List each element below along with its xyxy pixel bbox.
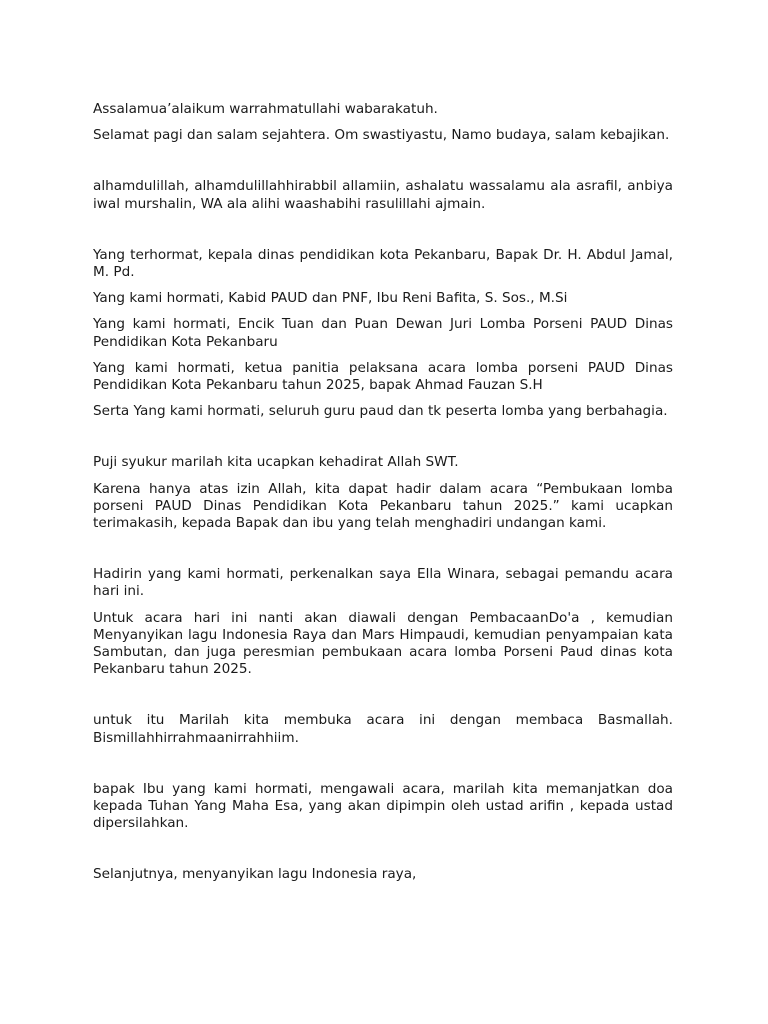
paragraph-honorific-committee: Yang kami hormati, ketua panitia pelaksana acara lomba porseni PAUD Dinas Pendidikan Kota Pekanbaru tahun 2025, bapak Ahmad Fauzan S.H bbox=[93, 359, 673, 394]
document-body bbox=[93, 101, 673, 893]
paragraph-gratitude: Puji syukur marilah kita ucapkan kehadirat Allah SWT. bbox=[93, 454, 459, 471]
paragraph-prayer: bapak Ibu yang kami hormati, mengawali acara, marilah kita memanjatkan doa kepada Tuhan Yang Maha Esa, yang akan dipimpin oleh ustad arifin , kepada ustad dipersilahkan. bbox=[93, 780, 673, 832]
paragraph-opening-prayer: alhamdulillah, alhamdulillahhirabbil allamiin, ashalatu wassalamu ala asrafil, anbiya iwal murshalin, WA ala alihi waashabihi rasulillahi ajmain. bbox=[93, 178, 673, 212]
paragraph-basmallah: untuk itu Marilah kita membuka acara ini dengan membaca Basmallah. Bismillahhirrahmaanirrahhiim. bbox=[93, 712, 673, 746]
paragraph-honorific-head: Yang terhormat, kepala dinas pendidikan kota Pekanbaru, Bapak Dr. H. Abdul Jamal, M. Pd. bbox=[93, 246, 673, 281]
paragraph-anthem: Selanjutnya, menyanyikan lagu Indonesia raya, bbox=[93, 866, 417, 883]
paragraph-introduction: Hadirin yang kami hormati, perkenalkan saya Ella Winara, sebagai pemandu acara hari ini. bbox=[93, 566, 673, 600]
paragraph-honorific-kabid: Yang kami hormati, Kabid PAUD dan PNF, Ibu Reni Bafita, S. Sos., M.Si bbox=[93, 290, 568, 307]
paragraph-agenda: Untuk acara hari ini nanti akan diawali dengan PembacaanDo'a , kemudian Menyanyikan lagu Indonesia Raya dan Mars Himpaudi, kemudian penyampaian kata Sambutan, dan juga peresmian pembukaan acara lomba Porseni Paud dinas kota Pekanbaru tahun 2025. bbox=[93, 609, 673, 678]
paragraph-salutation: Selamat pagi dan salam sejahtera. Om swastiyastu, Namo budaya, salam kebajikan. bbox=[93, 127, 670, 144]
paragraph-honorific-teachers: Serta Yang kami hormati, seluruh guru paud dan tk peserta lomba yang berbahagia. bbox=[93, 403, 668, 420]
paragraph-event-intro: Karena hanya atas izin Allah, kita dapat hadir dalam acara “Pembukaan lomba porseni PAUD Dinas Pendidikan Kota Pekanbaru tahun 2025.” kami ucapkan terimakasih, kepada Bapak dan ibu yang telah menghadiri undangan kami. bbox=[93, 480, 673, 532]
paragraph-honorific-jury: Yang kami hormati, Encik Tuan dan Puan Dewan Juri Lomba Porseni PAUD Dinas Pendidikan Kota Pekanbaru bbox=[93, 316, 673, 350]
paragraph-greeting: Assalamua’alaikum warrahmatullahi wabarakatuh. bbox=[93, 101, 438, 117]
